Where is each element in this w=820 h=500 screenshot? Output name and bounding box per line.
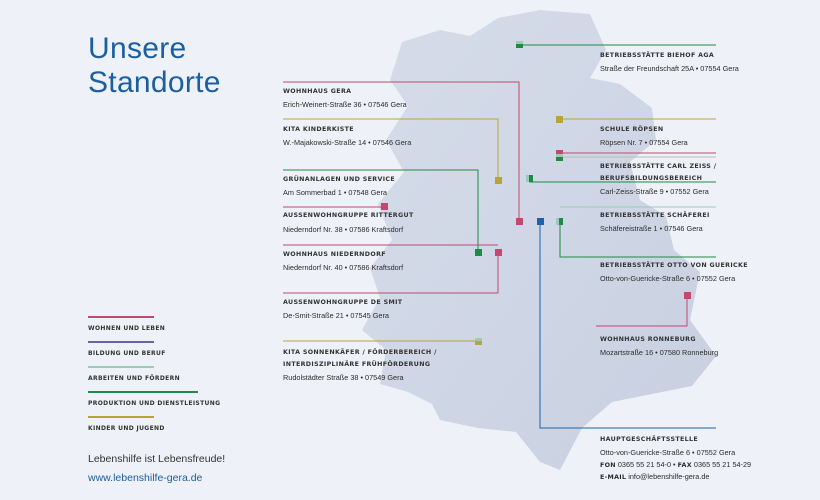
fax-value: 0365 55 21 54-29 xyxy=(693,460,752,469)
legend-label: KINDER UND JUGEND xyxy=(88,425,165,432)
location-title-line2: INTERDISZIPLINÄRE FRÜHFÖRDERUNG xyxy=(283,361,431,368)
location-title: SCHULE RÖPSEN xyxy=(600,126,664,133)
location-address: De-Smit-Straße 21 • 07545 Gera xyxy=(283,311,389,320)
location-address: Otto-von-Guericke-Straße 6 • 07552 Gera xyxy=(600,274,736,283)
legend-label: WOHNEN UND LEBEN xyxy=(88,325,166,332)
marker-wohnhaus-gera xyxy=(516,218,523,225)
location-title: KITA SONNENKÄFER / FÖRDERBEREICH / xyxy=(283,349,437,356)
legend-swatch-bildung xyxy=(88,341,154,343)
legend-swatch-arbeiten xyxy=(88,366,154,368)
email-label: E-MAIL xyxy=(600,474,627,481)
location-address: Carl-Zeiss-Straße 9 • 07552 Gera xyxy=(600,187,709,196)
page-title-line1: Unsere xyxy=(88,32,187,65)
location-address: Am Sommerbad 1 • 07548 Gera xyxy=(283,188,387,197)
marker-zeiss-bbb-half xyxy=(526,175,529,182)
marker-sonnenkaefer-half xyxy=(475,338,482,341)
location-title: BETRIEBSSTÄTTE CARL ZEISS / xyxy=(600,163,717,170)
location-address: Mozartstraße 16 • 07580 Ronneburg xyxy=(600,348,719,357)
marker-ronneburg xyxy=(684,292,691,299)
location-title: WOHNHAUS NIEDERNDORF xyxy=(283,251,386,258)
legend-label: PRODUKTION UND DIENSTLEISTUNG xyxy=(88,400,221,407)
marker-hauptgeschaeftsstelle xyxy=(537,218,544,225)
tagline: Lebenshilfe ist Lebensfreude! xyxy=(88,453,226,465)
marker-biehof-top xyxy=(516,41,523,44)
marker-schaeferei-half xyxy=(556,218,559,225)
marker-roepsen xyxy=(556,116,563,123)
location-title: BETRIEBSSTÄTTE OTTO VON GUERICKE xyxy=(600,262,748,269)
location-title: AUSSENWOHNGRUPPE RITTERGUT xyxy=(283,212,414,219)
page-title-line2: Standorte xyxy=(88,66,221,99)
connector-de-smit xyxy=(283,252,498,293)
location-address: Röpsen Nr. 7 • 07554 Gera xyxy=(600,138,688,147)
location-title: BETRIEBSSTÄTTE BIEHOF AGA xyxy=(600,52,715,59)
legend-swatch-wohnen xyxy=(88,316,154,318)
location-title: HAUPTGESCHÄFTSSTELLE xyxy=(600,436,699,443)
marker-niederndorf xyxy=(495,249,502,256)
marker-gruenanlagen xyxy=(475,249,482,256)
marker-kinderkiste xyxy=(495,177,502,184)
location-address: Rudolstädter Straße 38 • 07549 Gera xyxy=(283,373,404,382)
contact-email xyxy=(600,472,710,481)
location-address: Straße der Freundschaft 25A • 07554 Gera xyxy=(600,64,739,73)
website-link[interactable]: www.lebenshilfe-gera.de xyxy=(88,472,203,484)
legend-swatch-produktion xyxy=(88,391,198,393)
marker-rittergut xyxy=(381,203,388,210)
separator: • xyxy=(673,460,676,469)
location-title: WOHNHAUS GERA xyxy=(283,88,352,95)
marker-carl-zeiss-mid xyxy=(556,154,563,157)
legend-label: ARBEITEN UND FÖRDERN xyxy=(88,375,180,382)
location-address: Niederndorf Nr. 40 • 07586 Kraftsdorf xyxy=(283,263,404,272)
location-title: BETRIEBSSTÄTTE SCHÄFEREI xyxy=(600,212,710,219)
location-title: WOHNHAUS RONNEBURG xyxy=(600,336,696,343)
fon-value: 0365 55 21 54-0 xyxy=(617,460,672,469)
connector-ronneburg xyxy=(596,295,687,326)
location-title: AUSSENWOHNGRUPPE DE SMIT xyxy=(283,299,403,306)
legend-swatch-kinder xyxy=(88,416,154,418)
location-title: KITA KINDERKISTE xyxy=(283,126,354,133)
contact-phone-fax xyxy=(600,460,751,469)
location-title: GRÜNANLAGEN UND SERVICE xyxy=(283,176,396,183)
fax-label: FAX xyxy=(677,462,692,469)
marker-carl-zeiss-top xyxy=(556,150,563,154)
email-value: info@lebenshilfe-gera.de xyxy=(628,472,710,481)
location-title-line2: BERUFSBILDUNGSBEREICH xyxy=(600,175,703,182)
connector-hauptgeschaeftsstelle xyxy=(540,221,719,428)
location-address: Otto-von-Guericke-Straße 6 • 07552 Gera xyxy=(600,448,736,457)
legend-label: BILDUNG UND BERUF xyxy=(88,350,166,357)
location-address: W.-Majakowski-Straße 14 • 07546 Gera xyxy=(283,138,412,147)
location-address: Schäfereistraße 1 • 07546 Gera xyxy=(600,224,703,233)
fon-label: FON xyxy=(600,462,616,469)
location-address: Erich-Weinert-Straße 36 • 07546 Gera xyxy=(283,100,407,109)
location-address: Niederndorf Nr. 38 • 07586 Kraftsdorf xyxy=(283,225,404,234)
